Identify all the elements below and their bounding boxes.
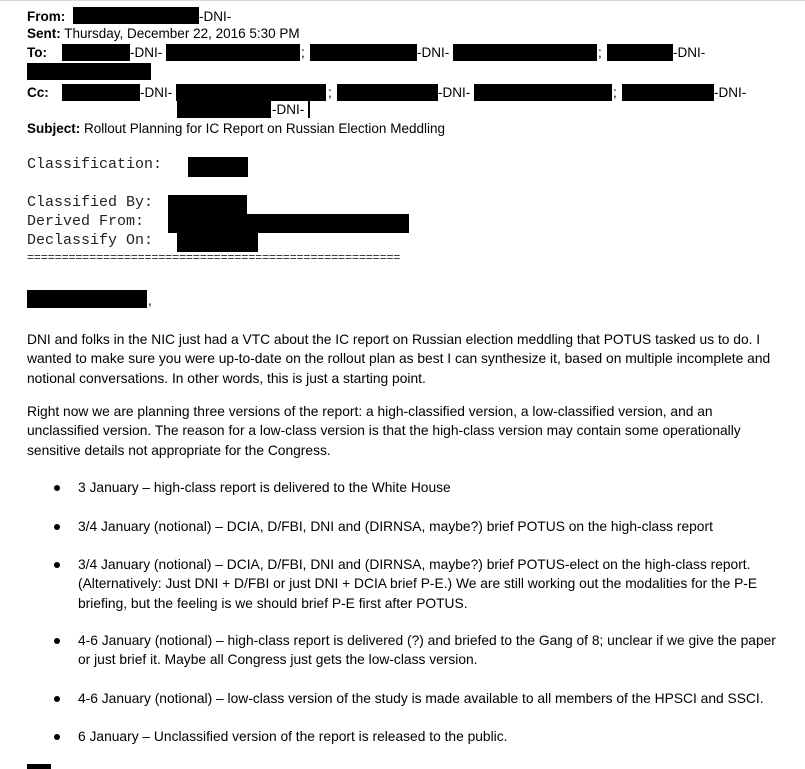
from-line: [27, 7, 231, 26]
from-dni-tag: -DNI-: [199, 9, 232, 24]
derived-from-label: Derived From:: [27, 213, 145, 230]
bullet-icon: [54, 485, 60, 491]
redaction: [62, 44, 130, 61]
sent-label: Sent:: [27, 26, 61, 41]
sent-line: [27, 25, 300, 43]
redaction: [622, 84, 714, 101]
classified-by-label: Classified By:: [27, 194, 154, 211]
to-label: To:: [27, 45, 47, 60]
cc-label: Cc:: [27, 85, 49, 100]
subject-value: Rollout Planning for IC Report on Russian Election Meddling: [84, 121, 445, 136]
redaction: [168, 195, 247, 214]
bullet-icon: [54, 734, 60, 740]
bullet-icon: [54, 638, 60, 644]
subject-label: Subject:: [27, 121, 81, 136]
list-item-text: 3/4 January (notional) – DCIA, D/FBI, DNI and (DIRNSA, maybe?) brief POTUS on the high-class report: [78, 519, 713, 534]
cc-separator-1: ;: [328, 85, 332, 100]
list-item-text: 4-6 January (notional) – high-class report is delivered (?) and briefed to the Gang of 8; unclear if we give the paper or just brief it. Maybe all Congress just gets the low-class version.: [78, 633, 776, 668]
sent-value: Thursday, December 22, 2016 5:30 PM: [64, 26, 300, 41]
cc-dni-tag-3: -DNI-: [714, 85, 747, 100]
redaction: [27, 63, 151, 80]
to-dni-tag-1: -DNI-: [130, 45, 163, 60]
to-separator-2: ;: [598, 45, 602, 60]
redaction: [337, 84, 438, 101]
cc-dni-tag-2: -DNI-: [438, 85, 471, 100]
to-separator-1: ;: [301, 45, 305, 60]
paragraph-text: DNI and folks in the NIC just had a VTC about the IC report on Russian election meddling that POTUS tasked us to do. I wanted to make sure you were up-to-date on the rollout plan as best I can synthesize it, based on multiple incomplete and notional conversations. In other words, this is just a starting point.: [27, 332, 771, 386]
redaction: [453, 44, 597, 61]
redaction: [166, 44, 300, 61]
redaction: [62, 84, 140, 101]
list-item-text: 4-6 January (notional) – low-class version of the study is made available to all members of the HPSCI and SSCI.: [78, 691, 764, 706]
to-dni-tag-3: -DNI-: [673, 45, 706, 60]
bullet-icon: [54, 524, 60, 530]
paragraph-text: Right now we are planning three versions of the report: a high-classified version, a low-classified version, and an unclassified version. The reason for a low-class version is that the high-class version may contain some operationally sensitive details not appropriate for the Congress.: [27, 404, 741, 458]
greeting-comma: ,: [148, 293, 152, 308]
classification-label: Classification:: [27, 156, 163, 173]
to-dni-tag-2: -DNI-: [417, 45, 450, 60]
redaction: [310, 44, 417, 61]
redaction: [73, 7, 199, 24]
list-item-text: 3/4 January (notional) – DCIA, D/FBI, DNI and (DIRNSA, maybe?) brief POTUS-elect on the high-class report. (Alternatively: Just DNI + D/FBI or just DNI + DCIA brief P-E.) We are still working out the modalities for the P-E briefing, but the feeling is we should brief P-E first after POTUS.: [78, 557, 758, 611]
cc-dni-tag-1: -DNI-: [140, 85, 173, 100]
list-item-text: 6 January – Unclassified version of the report is released to the public.: [78, 729, 508, 744]
cc-dni-tag-4: -DNI-: [272, 102, 305, 117]
from-label: From:: [27, 9, 66, 24]
redaction: [474, 84, 612, 101]
top-divider: [0, 0, 805, 1]
list-item-text: 3 January – high-class report is delivered to the White House: [78, 480, 451, 495]
declassify-on-label: Declassify On:: [27, 232, 154, 249]
redaction: [27, 290, 147, 308]
redaction: [168, 214, 409, 233]
redaction: [188, 157, 248, 177]
bullet-icon: [54, 696, 60, 702]
redaction: [308, 101, 310, 118]
redaction: [607, 44, 673, 61]
redaction: [177, 101, 271, 118]
redaction: [177, 233, 258, 252]
redaction: [176, 84, 326, 101]
body-paragraph-1: [27, 330, 779, 388]
separator-rule: ======================================================: [27, 251, 401, 265]
cc-separator-2: ;: [613, 85, 617, 100]
redaction: [27, 764, 51, 769]
cc-line: [27, 84, 49, 102]
bullet-icon: [54, 562, 60, 568]
subject-line: [27, 120, 445, 138]
body-paragraph-2: [27, 402, 779, 460]
